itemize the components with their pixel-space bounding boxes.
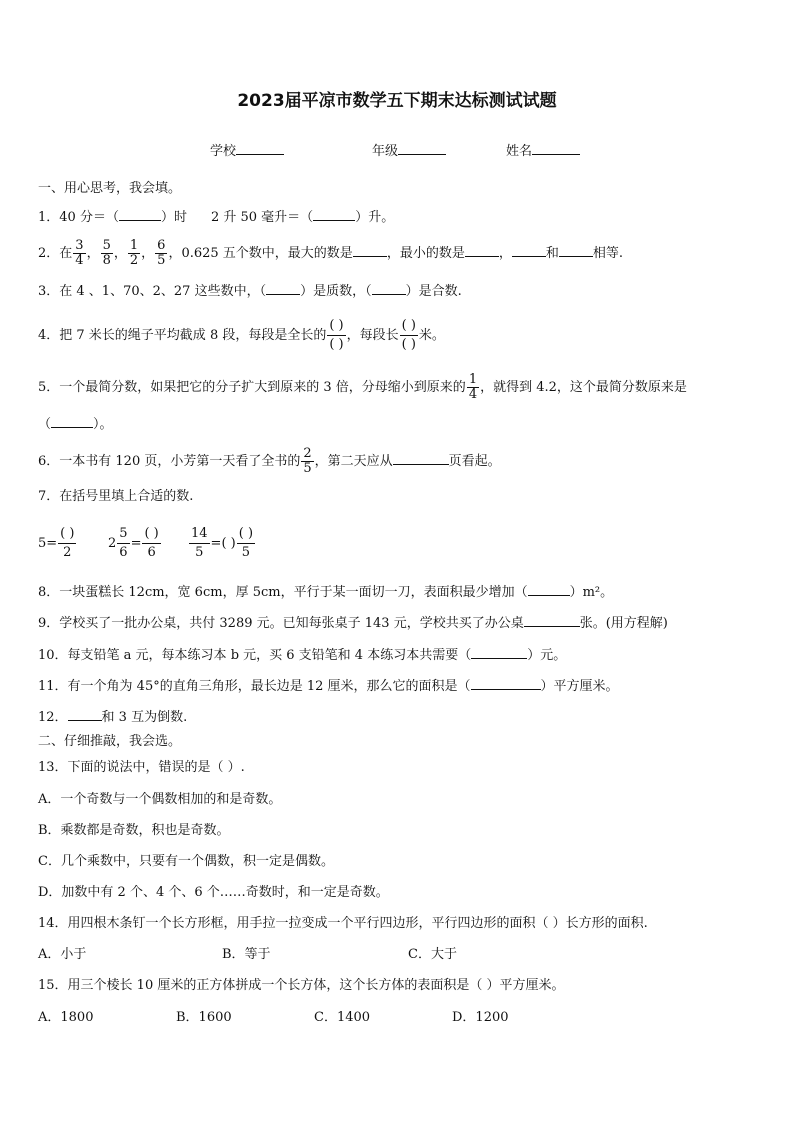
answer-blank[interactable]	[51, 414, 93, 428]
fraction-blank[interactable]: $\frac{( )}{5}$	[238, 526, 254, 560]
fraction: $\frac{1}{2}$	[129, 238, 139, 268]
fraction: $\frac{3}{4}$	[75, 238, 84, 268]
answer-blank[interactable]	[471, 676, 541, 690]
question-13-option-c[interactable]: C．几个乘数中，只要有一个偶数，积一定是偶数。	[38, 854, 334, 869]
fraction: $\frac{14}{5}$	[191, 526, 208, 560]
question-15: 15．用三个棱长 10 厘米的正方体拼成一个长方体，这个长方体的表面积是（ ）平方厘米。	[38, 978, 565, 993]
question-7-expr-2: 2 $\frac{5}{6}$ = $\frac{( )}{6}$	[108, 526, 159, 560]
fraction-blank[interactable]: $\frac{( )}{6}$	[144, 526, 159, 560]
answer-blank[interactable]	[465, 243, 499, 257]
question-8: 8．一块蛋糕长 12cm，宽 6cm，厚 5cm，平行于某一面切一刀，表面积最少增加（ ）m²。	[38, 582, 613, 602]
fraction: $\frac{1}{4}$	[468, 372, 478, 402]
question-15-option-b[interactable]: B．1600	[176, 1010, 232, 1025]
question-14: 14．用四根木条钉一个长方形框，用手拉一拉变成一个平行四边形，平行四边形的面积（ ）长方形的面积.	[38, 916, 648, 931]
section-2-heading: 二、仔细推敲，我会选。	[38, 734, 182, 749]
fraction-blank[interactable]: $\frac{( )}{( )}$	[401, 318, 416, 352]
grade-field: 年级	[372, 140, 446, 159]
answer-blank[interactable]	[119, 207, 161, 221]
answer-blank[interactable]	[353, 243, 387, 257]
fraction-blank[interactable]: $\frac{( )}{2}$	[60, 526, 75, 560]
question-9: 9．学校买了一批办公桌，共付 3289 元。已知每张桌子 143 元，学校共买了办公桌 张。(用方程解)	[38, 613, 668, 633]
section-1-heading: 一、用心思考，我会填。	[38, 181, 182, 196]
question-6: 6．一本书有 120 页，小芳第一天看了全书的 $\frac{2}{5}$ ，第二天应从 页看起。	[38, 446, 501, 476]
fraction: $\frac{2}{5}$	[303, 446, 312, 476]
school-field: 学校	[210, 140, 284, 159]
answer-blank[interactable]	[313, 207, 355, 221]
fraction: $\frac{5}{8}$	[102, 238, 111, 268]
fraction: $\frac{6}{5}$	[157, 238, 166, 268]
question-5: 5．一个最简分数，如果把它的分子扩大到原来的 3 倍，分母缩小到原来的 $\frac{1}{4}$ ，就得到 4.2，这个最简分数原来是	[38, 372, 687, 402]
question-14-option-c[interactable]: C．大于	[408, 947, 457, 962]
question-15-option-a[interactable]: A．1800	[38, 1010, 94, 1025]
question-10: 10．每支铅笔 a 元，每本练习本 b 元，买 6 支铅笔和 4 本练习本共需要（ ）元。	[38, 645, 566, 665]
name-blank[interactable]	[532, 142, 580, 155]
answer-blank[interactable]	[528, 582, 570, 596]
grade-blank[interactable]	[398, 142, 446, 155]
whole-blank[interactable]: ( )	[221, 536, 236, 551]
question-15-option-d[interactable]: D．1200	[452, 1010, 509, 1025]
question-2: 2．在 $\frac{3}{4}$ ， $\frac{5}{8}$ ， $\frac{1}{2}$ ， $\frac{6}{5}$ ，0.625 五个数中，最大的数是 ，最小的数是 ， 和 相等.	[38, 238, 623, 268]
answer-blank[interactable]	[393, 451, 449, 465]
question-15-option-c[interactable]: C．1400	[314, 1010, 371, 1025]
fraction: $\frac{5}{6}$	[119, 526, 128, 560]
name-field: 姓名	[506, 140, 580, 159]
question-7: 7．在括号里填上合适的数.	[38, 489, 194, 504]
question-5-continued: （ ）。	[38, 414, 113, 434]
question-7-expr-3: $\frac{14}{5}$ =( ) $\frac{( )}{5}$	[191, 526, 254, 560]
question-13: 13．下面的说法中，错误的是（ ）.	[38, 760, 245, 775]
exam-title: 2023届平凉市数学五下期末达标测试试题	[237, 91, 557, 111]
question-1: 1．40 分＝（ ）时 2 升 50 毫升＝（ ）升。	[38, 207, 394, 227]
answer-blank[interactable]	[266, 281, 300, 295]
answer-blank[interactable]	[559, 243, 593, 257]
question-11: 11．有一个角为 45°的直角三角形，最长边是 12 厘米，那么它的面积是（ ）平方厘米。	[38, 676, 619, 696]
answer-blank[interactable]	[512, 243, 546, 257]
answer-blank[interactable]	[524, 613, 580, 627]
question-14-option-a[interactable]: A．小于	[38, 947, 87, 962]
answer-blank[interactable]	[372, 281, 406, 295]
fraction-blank[interactable]: $\frac{( )}{( )}$	[329, 318, 344, 352]
question-13-option-b[interactable]: B．乘数都是奇数，积也是奇数。	[38, 823, 230, 838]
answer-blank[interactable]	[471, 645, 527, 659]
answer-blank[interactable]	[68, 707, 102, 721]
question-4: 4．把 7 米长的绳子平均截成 8 段，每段是全长的 $\frac{( )}{( )}$ ，每段长 $\frac{( )}{( )}$ 米。	[38, 318, 445, 352]
question-13-option-d[interactable]: D．加数中有 2 个、4 个、6 个……奇数时，和一定是奇数。	[38, 885, 389, 900]
school-blank[interactable]	[236, 142, 284, 155]
question-3: 3．在 4 、1、70、2、27 这些数中，（ ）是质数，（ ）是合数.	[38, 281, 462, 301]
question-7-expr-1: 5= $\frac{( )}{2}$	[38, 526, 75, 560]
question-13-option-a[interactable]: A．一个奇数与一个偶数相加的和是奇数。	[38, 792, 282, 807]
question-12: 12． 和 3 互为倒数.	[38, 707, 187, 727]
question-14-option-b[interactable]: B．等于	[222, 947, 271, 962]
